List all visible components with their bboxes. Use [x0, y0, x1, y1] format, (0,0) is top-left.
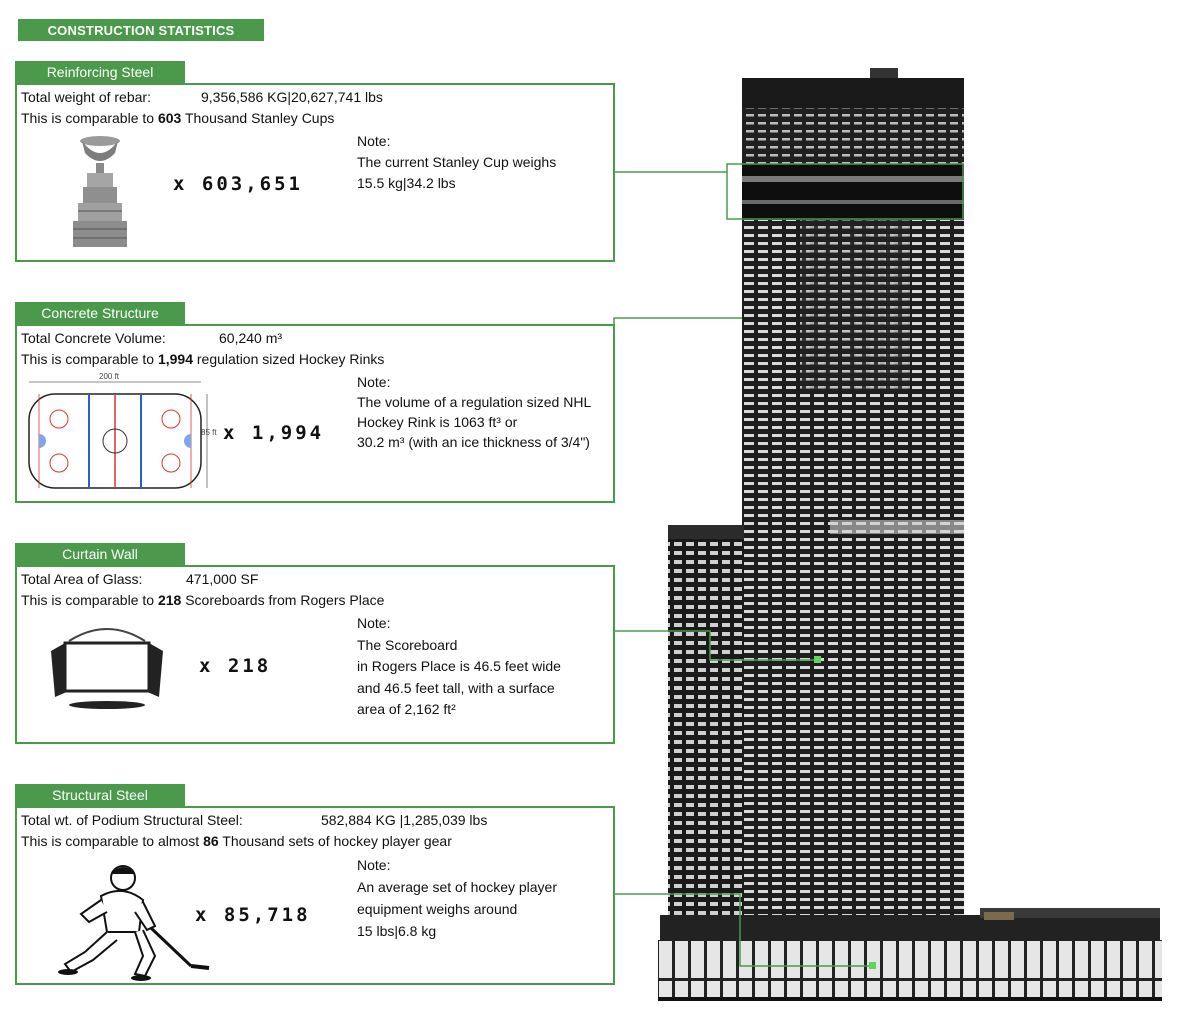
curtain-wall-marker [814, 656, 821, 663]
note-line: and 46.5 feet tall, with a surface [357, 679, 555, 696]
multiplier-value: x 1,994 [223, 422, 325, 444]
section-tab: Concrete Structure [15, 302, 185, 324]
stat-label: Total Concrete Volume: [21, 330, 166, 346]
comparison-row [21, 592, 384, 608]
note-heading: Note: [357, 133, 391, 149]
stat-row [21, 89, 383, 105]
reinforcing-steel-section [15, 61, 615, 262]
hockey-player-icon [31, 856, 211, 984]
section-tab: Structural Steel [15, 784, 185, 806]
note-block [357, 131, 556, 194]
stat-row [21, 330, 283, 346]
note-line: The volume of a regulation sized NHL [357, 394, 592, 410]
note-line: Hockey Rink is 1063 ft³ or [357, 414, 518, 430]
section-box [15, 565, 615, 744]
page-title: CONSTRUCTION STATISTICS [18, 19, 264, 41]
section-tab: Curtain Wall [15, 543, 185, 565]
comparison-prefix: This is comparable to [21, 351, 158, 367]
comparison-row [21, 110, 334, 126]
hockey-rink-icon [25, 372, 225, 494]
comparison-suffix: Thousand Stanley Cups [181, 110, 335, 126]
stat-label: Total weight of rebar: [21, 89, 151, 105]
note-block [357, 372, 591, 452]
section-box [15, 324, 615, 503]
stat-row [21, 812, 488, 828]
note-line: The current Stanley Cup weighs [357, 154, 557, 170]
comparison-suffix: regulation sized Hockey Rinks [193, 351, 385, 367]
comparison-number: 1,994 [157, 351, 193, 367]
note-line: area of 2,162 ft² [357, 701, 456, 717]
stanley-cup-icon [65, 133, 135, 253]
section-box [15, 806, 615, 985]
note-line: in Rogers Place is 46.5 feet wide [357, 658, 561, 674]
note-line: An average set of hockey player [357, 879, 558, 895]
multiplier-value: x 218 [199, 655, 272, 677]
note-heading: Note: [357, 615, 391, 631]
section-tab: Reinforcing Steel [15, 61, 185, 83]
comparison-number: 218 [157, 592, 182, 608]
note-line: 30.2 m³ (with an ice thickness of 3/4") [357, 434, 590, 450]
comparison-number: 603 [157, 110, 182, 126]
curtain-wall-section [15, 543, 615, 743]
rink-width-label: 200 ft [99, 372, 120, 381]
note-line: 15 lbs|6.8 kg [357, 923, 437, 939]
structural-steel-marker [869, 962, 876, 969]
stat-value: 582,884 KG |1,285,039 lbs [321, 812, 488, 828]
comparison-row [21, 351, 384, 367]
scoreboard-icon [47, 621, 167, 721]
multiplier-value: x 603,651 [173, 173, 303, 195]
comparison-prefix: This is comparable to almost [21, 833, 204, 849]
note-heading: Note: [357, 374, 391, 390]
note-block [357, 854, 557, 942]
stat-value: 9,356,586 KG|20,627,741 lbs [201, 89, 383, 105]
note-line: 15.5 kg|34.2 lbs [357, 175, 456, 191]
note-heading: Note: [357, 857, 391, 873]
comparison-row [21, 833, 452, 849]
structural-steel-section [15, 784, 615, 984]
stat-row [21, 571, 259, 587]
note-line: equipment weighs around [357, 901, 518, 917]
note-block [357, 613, 561, 721]
concrete-structure-section [15, 302, 615, 502]
stat-label: Total Area of Glass: [21, 571, 143, 587]
comparison-number: 86 [203, 833, 219, 849]
stat-label: Total wt. of Podium Structural Steel: [21, 812, 243, 828]
comparison-suffix: Scoreboards from Rogers Place [181, 592, 385, 608]
stat-value: 471,000 SF [186, 571, 259, 587]
rink-height-label: 85 ft [201, 428, 217, 437]
multiplier-value: x 85,718 [195, 904, 311, 926]
stat-value: 60,240 m³ [219, 330, 283, 346]
note-line: The Scoreboard [357, 636, 458, 653]
comparison-prefix: This is comparable to [21, 592, 158, 608]
section-box [15, 83, 615, 262]
comparison-prefix: This is comparable to [21, 110, 158, 126]
comparison-suffix: Thousand sets of hockey player gear [218, 833, 452, 849]
